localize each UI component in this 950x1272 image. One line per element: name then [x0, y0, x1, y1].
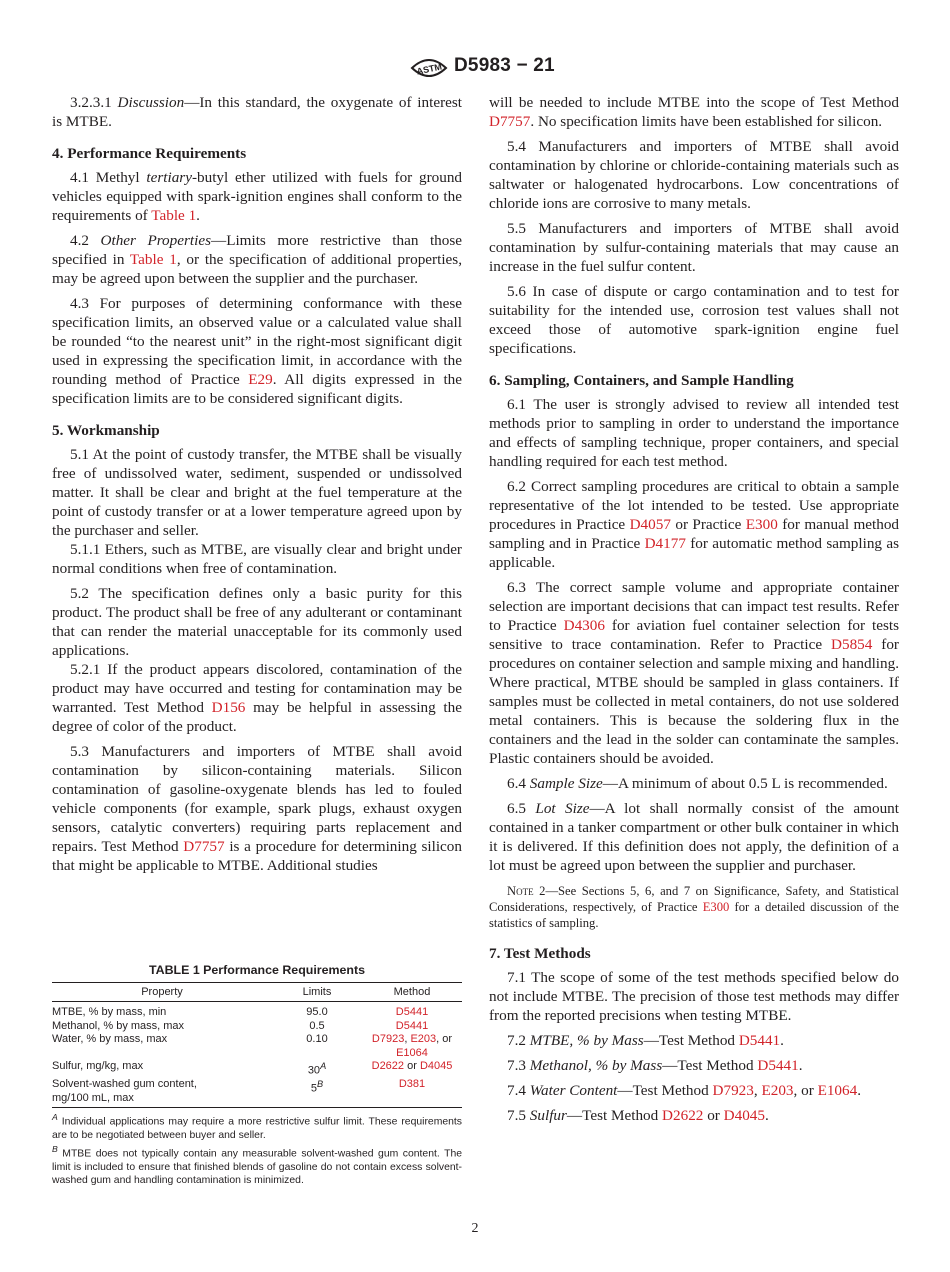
method-link[interactable]: D381	[398, 1078, 426, 1091]
column-header: Limits	[272, 983, 362, 1002]
d4306-link[interactable]: D4306	[563, 617, 605, 634]
standard-designation: D5983 − 21	[454, 55, 555, 76]
method-link[interactable]: D7923	[371, 1033, 405, 1045]
method-cell	[362, 1002, 462, 1020]
table-1-link[interactable]: Table 1	[151, 207, 197, 224]
paragraph-7-3: 7.3 Methanol, % by Mass—Test Method D5441.	[507, 1057, 803, 1074]
limit-cell: $30^A$	[307, 1061, 327, 1077]
paragraph-7-1: 7.1 The scope of some of the test methods specified below do not include MTBE. The precision of those test methods may differ from the reported precisions when testing MTBE.	[489, 969, 899, 1024]
svg-text:ASTM: ASTM	[415, 61, 443, 77]
method-link[interactable]: D4045	[419, 1060, 453, 1072]
table-footnote-b: $^B$ MTBE does not typically contain any measurable solvent-washed gum content. The limit is included to ensure that finished blends of gasoline do not contain excess solvent-washed gum and handling contamination is minimized.	[52, 1143, 462, 1187]
table-row	[52, 1020, 462, 1034]
method-link[interactable]: D5441	[395, 1006, 429, 1018]
section-7-heading: 7. Test Methods	[489, 945, 591, 962]
footnote-mark: A	[320, 1061, 327, 1071]
method-link[interactable]: E203	[410, 1033, 437, 1045]
column-header: Method	[362, 983, 462, 1002]
paragraph-5-2-1: 5.2.1 If the product appears discolored, contamination of the product may have occurred and testing for contamination may be warranted. Test Method D156 may be helpful in assessing the degree of color of the product.	[52, 661, 462, 735]
e1064-link[interactable]: E1064	[817, 1082, 858, 1099]
method-link[interactable]: D5441	[395, 1019, 429, 1032]
page-number: 2	[471, 1221, 479, 1236]
e29-link[interactable]: E29	[248, 371, 273, 388]
paragraph-5-2: 5.2 The specification defines only a basic purity for this product. The product shall be free of any adulterant or contaminant that can render the material unacceptable for its commonly used applications.	[52, 585, 462, 659]
table-row	[52, 1002, 462, 1020]
limit-cell: 0.5	[309, 1019, 325, 1032]
paragraph-6-3: 6.3 The correct sample volume and appropriate container selection are important decisions that can impact test results. Refer to Practice D4306 for aviation fuel container selection for tests sensitive to trace contamination. Refer to Practice D5854 for procedures on container selection and sample mixing and handling. Where practical, MTBE should be sampled in glass containers. If samples must be collected in metal containers, do not use soldered metal containers. This is because the soldering flux in the containers and the lead in the solder can contaminate the samples. Plastic containers should be avoided.	[489, 579, 899, 767]
paragraph-6-5: 6.5 Lot Size—A lot shall normally consist of the amount contained in a tanker compartment or other bulk container in which it is delivered. If this definition does not apply, the definition of a lot must be agreed upon between the supplier and purchaser.	[489, 800, 899, 874]
section-6-heading: 6. Sampling, Containers, and Sample Handling	[489, 372, 794, 389]
d5854-link[interactable]: D5854	[831, 636, 873, 653]
d7757-link[interactable]: D7757	[183, 838, 225, 855]
d5441-link[interactable]: D5441	[738, 1032, 781, 1049]
paragraph-4-3: 4.3 For purposes of determining conformance with these specification limits, an observed value or a calculated value shall be rounded “to the nearest unit” in the right-most significant digit used in expressing the specification limit, in accordance with the rounding method of Practice E29. All digits expressed in the specification limits are to be considered significant digits.	[52, 295, 462, 407]
d4045-link[interactable]: D4045	[723, 1107, 765, 1124]
section-4-heading: 4. Performance Requirements	[52, 145, 247, 162]
property-cell: Water, % by mass, max	[52, 1033, 168, 1045]
right-column	[489, 93, 899, 1125]
paragraph-5-1-1: 5.1.1 Ethers, such as MTBE, are visually clear and bright under normal conditions when free of contamination.	[52, 541, 462, 577]
paragraph-5-3-continued: will be needed to include MTBE into the scope of Test Method D7757. No specification limits have been established for silicon.	[489, 94, 899, 130]
table-1-link[interactable]: Table 1	[129, 251, 177, 268]
limit-cell: 0.10	[306, 1033, 328, 1045]
paragraph-5-1: 5.1 At the point of custody transfer, the MTBE shall be visually free of undissolved water, sediment, suspended or undissolved matter. It shall be clear and bright at the fuel temperature at the point of custody transfer or at a lower temperature agreed upon by the purchaser and seller.	[52, 446, 462, 539]
d156-link[interactable]: D156	[211, 699, 246, 716]
method-cell: D7923, E203, or E1064	[371, 1033, 453, 1059]
d2622-link[interactable]: D2622	[662, 1107, 704, 1124]
paragraph-7-4: 7.4 Water Content—Test Method D7923, E203, or E1064.	[507, 1082, 862, 1099]
table-title: TABLE 1 Performance Requirements	[149, 963, 365, 977]
table-row	[52, 1078, 462, 1108]
table-footnote-a: $^A$ Individual applications may require a more restrictive sulfur limit. These requirements are to be negotiated between buyer and seller.	[52, 1112, 462, 1142]
method-cell: D2622 or D4045	[371, 1060, 453, 1072]
left-column	[52, 93, 462, 875]
note-2: Note 2—See Sections 5, 6, and 7 on Significance, Safety, and Statistical Considerations, respectively, of Practice E300 for a detailed discussion of the statistics of sampling.	[489, 884, 899, 930]
paragraph-6-1: 6.1 The user is strongly advised to review all intended test methods prior to sampling in order to understand the importance and effects of sampling technique, proper containers, and special handling required for each test method.	[489, 396, 899, 470]
table-row	[52, 1060, 462, 1078]
astm-logo-icon	[408, 54, 450, 82]
d7923-link[interactable]: D7923	[712, 1082, 754, 1099]
table-header-row	[52, 983, 462, 1002]
property-cell: Solvent-washed gum content, mg/100 mL, max	[52, 1078, 272, 1108]
e300-link[interactable]: E300	[702, 900, 730, 914]
paragraph-7-5: 7.5 Sulfur—Test Method D2622 or D4045.	[507, 1107, 769, 1124]
paragraph-5-6: 5.6 In case of dispute or cargo contamination and to test for suitability for the intended use, corrosion test values shall not exceed those of automotive spark-ignition engine fuel specifications.	[489, 283, 899, 357]
d5441-link[interactable]: D5441	[757, 1057, 799, 1074]
paragraph-4-1: 4.1 Methyl tertiary-butyl ether utilized with fuels for ground vehicles equipped with spark-ignition engines shall conform to the requirements of Table 1.	[52, 169, 463, 224]
paragraph-5-3: 5.3 Manufacturers and importers of MTBE shall avoid contamination by silicon-containing materials. Silicon contamination of gasoline-oxygenate blends has led to fouled vehicle components (for example, spark plugs, exhaust oxygen sensors, catalytic converters) requiring parts replacement and repairs. Test Method D7757 is a procedure for determining silicon that might be applicable to MTBE. Additional studies	[52, 743, 462, 874]
method-link[interactable]: D2622	[371, 1060, 405, 1072]
column-header: Property	[52, 983, 272, 1002]
limit-cell: 95.0	[306, 1006, 328, 1018]
section-5-heading: 5. Workmanship	[52, 422, 160, 439]
e300-link[interactable]: E300	[745, 516, 778, 533]
page-header	[0, 54, 950, 84]
limit-cell: $5^B$	[272, 1078, 362, 1108]
method-cell	[362, 1078, 462, 1108]
e203-link[interactable]: E203	[761, 1082, 794, 1099]
paragraph-6-4: 6.4 Sample Size—A minimum of about 0.5 L is recommended.	[507, 775, 888, 792]
footnote-mark: B	[317, 1079, 324, 1090]
d7757-link[interactable]: D7757	[489, 113, 531, 130]
method-cell	[362, 1020, 462, 1034]
paragraph-4-2: 4.2 Other Properties—Limits more restrictive than those specified in Table 1, or the specification of additional properties, may be agreed upon between the supplier and the purchaser.	[52, 232, 463, 287]
paragraph-7-2: 7.2 MTBE, % by Mass—Test Method D5441.	[507, 1032, 784, 1049]
property-cell: Methanol, % by mass, max	[52, 1019, 185, 1032]
property-cell: MTBE, % by mass, min	[52, 1006, 167, 1018]
table-row	[52, 1033, 462, 1060]
paragraph-5-4: 5.4 Manufacturers and importers of MTBE shall avoid contamination by chlorine or chloride-containing materials such as saltwater or halogenated hydrocarbons. Low concentrations of chloride ions are corrosive to many metals.	[489, 138, 899, 212]
paragraph-5-5: 5.5 Manufacturers and importers of MTBE shall avoid contamination by sulfur-containing materials that may cause an increase in the fuel sulfur content.	[489, 220, 899, 275]
method-link[interactable]: E1064	[396, 1046, 428, 1059]
d4057-link[interactable]: D4057	[629, 516, 671, 533]
table-1	[52, 963, 462, 1188]
d4177-link[interactable]: D4177	[644, 535, 686, 552]
paragraph-3-2-3-1: 3.2.3.1 Discussion—In this standard, the oxygenate of interest is MTBE.	[52, 94, 462, 130]
paragraph-6-2: 6.2 Correct sampling procedures are critical to obtain a sample representative of the lot intended to be tested. Use appropriate procedures in Practice D4057 or Practice E300 for manual method sampling and in Practice D4177 for automatic method sampling as applicable.	[489, 478, 900, 571]
performance-requirements-table	[52, 982, 462, 1108]
property-cell: Sulfur, mg/kg, max	[52, 1060, 144, 1072]
